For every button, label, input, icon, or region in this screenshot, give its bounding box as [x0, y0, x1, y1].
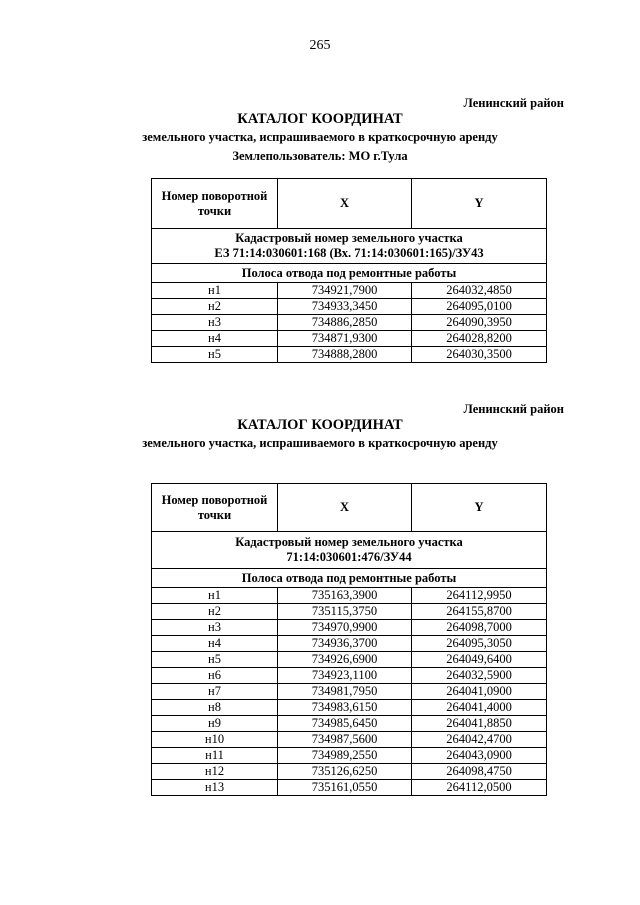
- x-value-cell: 735126,6250: [278, 764, 412, 780]
- table-row: [152, 283, 547, 299]
- x-value-cell: 734926,6900: [278, 652, 412, 668]
- point-cell: н2: [152, 604, 278, 620]
- x-value-cell: 734871,9300: [278, 331, 412, 347]
- table-row: [152, 668, 547, 684]
- cadastral-row: [152, 229, 547, 264]
- x-value-cell: 734981,7950: [278, 684, 412, 700]
- x-value-cell: 734923,1100: [278, 668, 412, 684]
- x-value-cell: 734886,2850: [278, 315, 412, 331]
- y-value-cell: 264041,4000: [412, 700, 547, 716]
- y-value-cell: 264028,8200: [412, 331, 547, 347]
- cadastral-row: [152, 532, 547, 569]
- table-row: [152, 636, 547, 652]
- x-value-cell: 735115,3750: [278, 604, 412, 620]
- y-value-cell: 264049,6400: [412, 652, 547, 668]
- table-row: [152, 684, 547, 700]
- table-row: [152, 764, 547, 780]
- point-cell: н12: [152, 764, 278, 780]
- table-row: [152, 604, 547, 620]
- table-row: [152, 347, 547, 363]
- x-value-cell: 734987,5600: [278, 732, 412, 748]
- header-x: X: [278, 484, 412, 532]
- district-label: Ленинский район: [463, 96, 564, 110]
- y-value-cell: 264032,5900: [412, 668, 547, 684]
- table-row: [152, 716, 547, 732]
- x-value-cell: 734921,7900: [278, 283, 412, 299]
- point-cell: н4: [152, 331, 278, 347]
- y-value-cell: 264041,0900: [412, 684, 547, 700]
- point-cell: н5: [152, 347, 278, 363]
- y-value-cell: 264095,3050: [412, 636, 547, 652]
- table-row: [152, 652, 547, 668]
- point-cell: н3: [152, 315, 278, 331]
- point-cell: н3: [152, 620, 278, 636]
- y-value-cell: 264098,7000: [412, 620, 547, 636]
- y-value-cell: 264112,0500: [412, 780, 547, 796]
- cadastral-label: Кадастровый номер земельного участка: [235, 231, 463, 245]
- catalog-title: КАТАЛОГ КООРДИНАТ: [237, 417, 403, 433]
- table-header-row: [152, 484, 547, 532]
- point-cell: н7: [152, 684, 278, 700]
- x-value-cell: 734983,6150: [278, 700, 412, 716]
- x-value-cell: 734970,9900: [278, 620, 412, 636]
- table-row: [152, 732, 547, 748]
- y-value-cell: 264043,0900: [412, 748, 547, 764]
- x-value-cell: 734888,2800: [278, 347, 412, 363]
- table-row: [152, 588, 547, 604]
- point-cell: н6: [152, 668, 278, 684]
- point-cell: н1: [152, 588, 278, 604]
- catalog-title: КАТАЛОГ КООРДИНАТ: [237, 111, 403, 127]
- header-x: X: [278, 179, 412, 229]
- table-row: [152, 331, 547, 347]
- y-value-cell: 264042,4700: [412, 732, 547, 748]
- land-user: Землепользователь: МО г.Тула: [232, 149, 408, 163]
- x-value-cell: 735161,0550: [278, 780, 412, 796]
- catalog-subtitle: земельного участка, испрашиваемого в краткосрочную аренду: [142, 130, 498, 144]
- page-number: 265: [309, 38, 331, 53]
- header-y: Y: [412, 179, 547, 229]
- x-value-cell: 735163,3900: [278, 588, 412, 604]
- table-row: [152, 700, 547, 716]
- point-cell: н11: [152, 748, 278, 764]
- cadastral-label: Кадастровый номер земельного участка: [235, 535, 463, 549]
- point-cell: н13: [152, 780, 278, 796]
- table-row: [152, 315, 547, 331]
- table-row: [152, 299, 547, 315]
- point-cell: н9: [152, 716, 278, 732]
- y-value-cell: 264112,9950: [412, 588, 547, 604]
- cadastral-cell: [152, 532, 547, 569]
- strip-row: [152, 264, 547, 283]
- point-cell: н1: [152, 283, 278, 299]
- header-y: Y: [412, 484, 547, 532]
- coordinate-table: [151, 483, 547, 796]
- coordinate-table: [151, 178, 547, 363]
- y-value-cell: 264098,4750: [412, 764, 547, 780]
- point-cell: н5: [152, 652, 278, 668]
- y-value-cell: 264155,8700: [412, 604, 547, 620]
- y-value-cell: 264090,3950: [412, 315, 547, 331]
- point-cell: н2: [152, 299, 278, 315]
- header-point: Номер поворотной точки: [152, 484, 278, 532]
- table-row: [152, 620, 547, 636]
- point-cell: н4: [152, 636, 278, 652]
- catalog-subtitle: земельного участка, испрашиваемого в краткосрочную аренду: [142, 436, 498, 450]
- cadastral-cell: [152, 229, 547, 264]
- header-point: Номер поворотной точки: [152, 179, 278, 229]
- table-row: [152, 748, 547, 764]
- x-value-cell: 734936,3700: [278, 636, 412, 652]
- y-value-cell: 264095,0100: [412, 299, 547, 315]
- point-cell: н10: [152, 732, 278, 748]
- y-value-cell: 264041,8850: [412, 716, 547, 732]
- point-cell: н8: [152, 700, 278, 716]
- strip-label: Полоса отвода под ремонтные работы: [152, 264, 547, 283]
- district-label: Ленинский район: [463, 402, 564, 416]
- strip-label: Полоса отвода под ремонтные работы: [152, 569, 547, 588]
- x-value-cell: 734989,2550: [278, 748, 412, 764]
- x-value-cell: 734933,3450: [278, 299, 412, 315]
- cadastral-number: 71:14:030601:476/ЗУ44: [286, 550, 412, 564]
- y-value-cell: 264030,3500: [412, 347, 547, 363]
- x-value-cell: 734985,6450: [278, 716, 412, 732]
- table-row: [152, 780, 547, 796]
- cadastral-number: ЕЗ 71:14:030601:168 (Вх. 71:14:030601:165)/ЗУ43: [214, 246, 484, 260]
- strip-row: [152, 569, 547, 588]
- table-header-row: [152, 179, 547, 229]
- y-value-cell: 264032,4850: [412, 283, 547, 299]
